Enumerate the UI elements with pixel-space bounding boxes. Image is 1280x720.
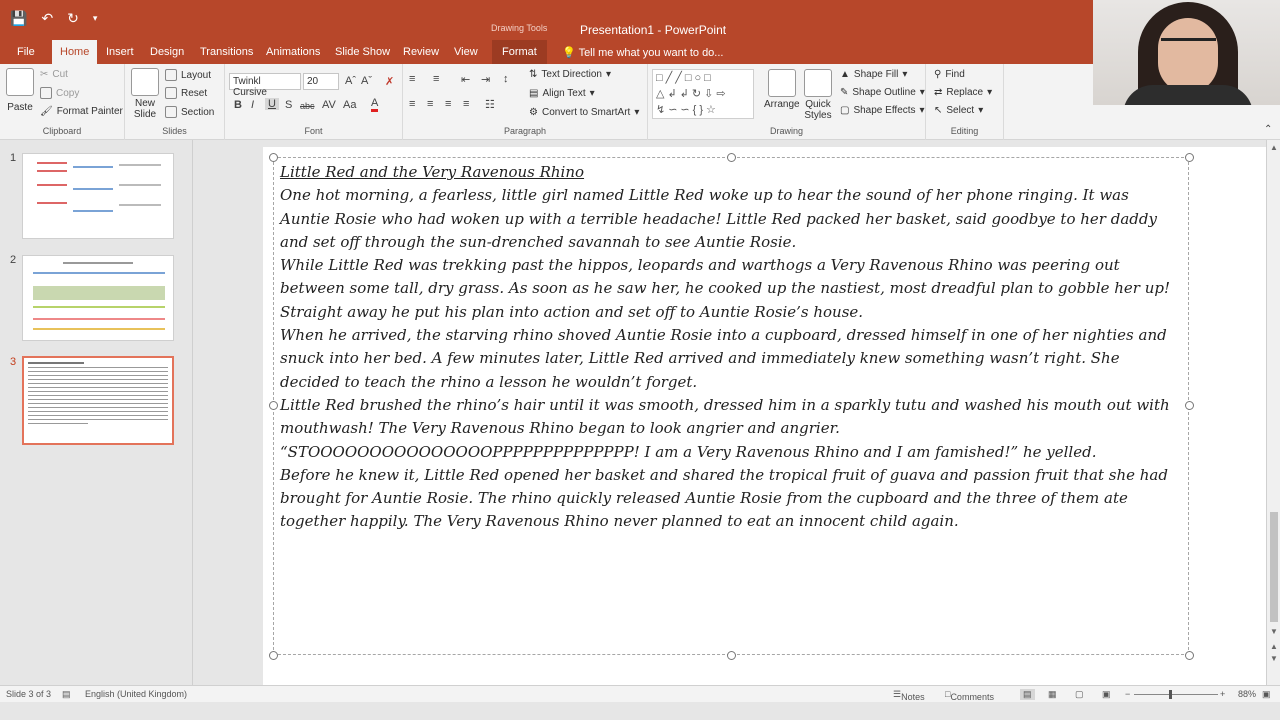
- lightbulb-icon: 💡: [562, 47, 576, 59]
- window-title: Presentation1 - PowerPoint: [580, 23, 727, 37]
- new-slide-icon: [131, 68, 159, 96]
- ribbon: [0, 64, 1280, 140]
- change-case-icon[interactable]: Aa: [343, 99, 357, 111]
- dropdown-arrow-icon: ▾: [605, 69, 611, 80]
- story-text[interactable]: [280, 161, 1180, 534]
- align-right-icon[interactable]: ≡: [445, 98, 452, 110]
- fit-to-window-icon[interactable]: ▣: [1262, 689, 1271, 699]
- paragraph-group: [403, 64, 648, 140]
- character-spacing-icon[interactable]: AV: [322, 99, 336, 111]
- bullets-icon[interactable]: ≡: [409, 73, 416, 85]
- collapse-ribbon-icon[interactable]: ⌃: [1264, 124, 1273, 135]
- italic-icon[interactable]: I: [251, 99, 255, 111]
- paint-bucket-icon: ▲: [840, 69, 850, 80]
- section-button[interactable]: Section: [165, 106, 214, 118]
- effects-icon: ▢: [840, 105, 850, 116]
- zoom-level[interactable]: 88%: [1238, 689, 1257, 699]
- notes-button[interactable]: ☰ Notes: [893, 689, 925, 702]
- tab-home[interactable]: Home: [52, 40, 97, 64]
- zoom-slider[interactable]: [1134, 694, 1218, 695]
- shadow-icon[interactable]: S: [285, 99, 293, 111]
- zoom-slider-thumb[interactable]: [1169, 690, 1172, 699]
- text-direction-button[interactable]: ⇅ Text Direction ▾: [529, 69, 611, 80]
- dropdown-arrow-icon: ▾: [978, 105, 984, 116]
- slide-editing-area: [194, 140, 1266, 685]
- previous-slide-icon[interactable]: ▲: [1270, 642, 1278, 651]
- status-bar: [0, 685, 1280, 702]
- tell-me-search[interactable]: [562, 46, 723, 59]
- layout-icon: [165, 69, 177, 81]
- smartart-icon: ⚙: [529, 107, 538, 118]
- resize-handle-top-left[interactable]: [269, 153, 278, 162]
- font-name-combo[interactable]: Twinkl Cursive: [229, 73, 301, 90]
- quick-access-toolbar: [10, 10, 97, 27]
- layout-button[interactable]: Layout: [165, 69, 211, 81]
- slide-thumbnail-pane: [0, 140, 193, 685]
- strikethrough-icon[interactable]: abc: [300, 101, 315, 111]
- save-icon[interactable]: 💾: [10, 10, 28, 26]
- thumbnail-number: 2: [10, 254, 17, 266]
- contextual-tab-group-label: Drawing Tools: [491, 23, 548, 33]
- cursor-icon: ↖: [934, 105, 943, 116]
- align-center-icon[interactable]: ≡: [427, 98, 434, 110]
- story-paragraph[interactable]: One hot morning, a fearless, little girl named Little Red woke up to hear the sound of her phone ringing. It was Auntie Rosie who had woken up with a terrible headache! Little Red packed her basket, said goodbye to her daddy and set off through the sun-drenched savannah to see Auntie Rosie.: [280, 186, 1157, 251]
- scissors-icon: ✂: [40, 69, 49, 80]
- format-painter-button[interactable]: 🖌 Format Painter: [40, 106, 123, 117]
- replace-icon: ⇄: [934, 87, 943, 98]
- story-title[interactable]: Little Red and the Very Ravenous Rhino: [280, 163, 585, 181]
- shape-effects-button[interactable]: ▢ Shape Effects ▾: [840, 105, 925, 116]
- align-text-button[interactable]: ▤ Align Text ▾: [529, 88, 595, 99]
- drawing-group: [648, 64, 926, 140]
- search-icon: ⚲: [934, 69, 942, 80]
- resize-handle-bottom-left[interactable]: [269, 651, 278, 660]
- cut-button[interactable]: ✂ Cut: [40, 69, 68, 80]
- tab-transitions[interactable]: Transitions: [200, 46, 254, 58]
- copy-icon: [40, 87, 52, 99]
- clear-formatting-icon[interactable]: ✗: [385, 76, 395, 88]
- webcam-glasses: [1161, 38, 1216, 52]
- next-slide-icon[interactable]: ▼: [1270, 654, 1278, 663]
- paste-button[interactable]: Paste: [6, 68, 34, 113]
- tell-me-text: Tell me what you want to do...: [578, 47, 724, 59]
- tab-design[interactable]: Design: [150, 46, 185, 58]
- columns-icon[interactable]: ☷: [485, 99, 495, 111]
- webcam-face: [1158, 18, 1218, 93]
- story-paragraph[interactable]: Before he knew it, Little Red opened her basket and shared the tropical fruit of guava and passion fruit that she had brought for Auntie Rosie. The rhino quickly released Auntie Rosie from the cupboard and the three of them ate together happily. The Very Ravenous Rhino never planned to eat an innocent child again.: [280, 465, 1168, 531]
- convert-smartart-button[interactable]: ⚙ Convert to SmartArt ▾: [529, 107, 640, 118]
- thumbnail-number: 1: [10, 152, 17, 164]
- slides-group: [125, 64, 225, 140]
- slide-thumbnail-2[interactable]: [22, 255, 174, 341]
- font-size-combo[interactable]: 20: [303, 73, 339, 90]
- slide-sorter-icon[interactable]: ▦: [1048, 689, 1057, 699]
- text-direction-icon: ⇅: [529, 69, 538, 80]
- decrease-font-icon[interactable]: Aˇ: [361, 75, 372, 87]
- clipboard-group: [0, 64, 125, 140]
- scroll-down-icon[interactable]: ▼: [1270, 627, 1278, 636]
- webcam-body: [1123, 85, 1253, 105]
- reset-icon: [165, 87, 177, 99]
- shapes-gallery[interactable]: [652, 69, 754, 119]
- arrange-button[interactable]: Arrange: [764, 69, 800, 110]
- paragraph-label: Paragraph: [503, 126, 547, 136]
- replace-button[interactable]: ⇄ Replace ▾: [934, 87, 993, 98]
- comments-button[interactable]: □ Comments: [945, 689, 994, 702]
- font-group: [225, 64, 403, 140]
- numbering-icon[interactable]: ≡: [433, 73, 440, 85]
- paste-icon: [6, 68, 34, 96]
- story-paragraph[interactable]: While Little Red was trekking past the hippos, leopards and warthogs a Very Ravenous Rhino was peering out between some tall, dry grass. As soon as he saw her, he cooked up the nastiest, most dreadful plan to gobble her up! Straight away he put his plan into action and set off to Auntie Rosie’s house.: [280, 256, 1171, 321]
- story-paragraph[interactable]: “STOOOOOOOOOOOOOOOPPPPPPPPPPPPPP! I am a Very Ravenous Rhino and I am famished!” he yelled.: [280, 442, 1097, 461]
- increase-indent-icon[interactable]: ⇥: [481, 74, 491, 86]
- dropdown-arrow-icon: ▾: [902, 69, 908, 80]
- align-left-icon[interactable]: ≡: [409, 98, 416, 110]
- scroll-up-icon[interactable]: ▲: [1270, 143, 1278, 152]
- tab-review[interactable]: Review: [403, 46, 440, 58]
- scrollbar-thumb[interactable]: [1270, 512, 1278, 622]
- pencil-icon: ✎: [840, 87, 849, 98]
- ribbon-tabs: [0, 40, 1280, 64]
- align-text-icon: ▤: [529, 88, 539, 99]
- thumbnail-number: 3: [10, 356, 17, 368]
- zoom-out-icon[interactable]: −: [1125, 689, 1131, 699]
- resize-handle-top-right[interactable]: [1185, 153, 1194, 162]
- copy-button[interactable]: Copy: [40, 87, 79, 99]
- tab-format[interactable]: Format: [492, 40, 547, 64]
- slideshow-icon[interactable]: ▣: [1102, 689, 1111, 699]
- select-button[interactable]: ↖ Select ▾: [934, 105, 984, 116]
- normal-view-icon[interactable]: ▤: [1020, 689, 1035, 700]
- tab-view[interactable]: View: [454, 46, 478, 58]
- slide[interactable]: [263, 147, 1266, 685]
- customize-icon[interactable]: ▾: [92, 13, 98, 23]
- tab-animations[interactable]: Animations: [266, 46, 321, 58]
- font-label: Font: [304, 126, 323, 136]
- resize-handle-bottom-right[interactable]: [1185, 651, 1194, 660]
- resize-handle-left[interactable]: [269, 401, 278, 410]
- webcam-overlay: [1093, 0, 1280, 105]
- slide-counter: Slide 3 of 3: [6, 689, 52, 699]
- drawing-label: Drawing: [769, 126, 803, 136]
- paintbrush-icon: 🖌: [40, 106, 53, 117]
- dropdown-arrow-icon: ▾: [919, 87, 925, 98]
- find-button[interactable]: ⚲ Find: [934, 69, 965, 80]
- language-indicator[interactable]: English (United Kingdom): [85, 689, 188, 699]
- vertical-scrollbar[interactable]: [1266, 140, 1280, 685]
- reset-button[interactable]: Reset: [165, 87, 207, 99]
- new-slide-button[interactable]: New Slide: [131, 68, 159, 120]
- spellcheck-icon[interactable]: ▤: [62, 689, 71, 699]
- bold-icon[interactable]: B: [234, 99, 242, 111]
- zoom-in-icon[interactable]: +: [1220, 689, 1226, 699]
- quick-styles-button[interactable]: Quick Styles: [804, 69, 832, 121]
- tab-slide-show[interactable]: Slide Show: [335, 46, 391, 58]
- redo-icon[interactable]: ↻: [67, 10, 79, 26]
- font-color-icon[interactable]: A: [371, 97, 378, 112]
- slide-thumbnail-3[interactable]: [22, 356, 174, 445]
- dropdown-arrow-icon: ▾: [919, 105, 925, 116]
- slide-thumbnail-1[interactable]: [22, 153, 174, 239]
- resize-handle-bottom[interactable]: [727, 651, 736, 660]
- increase-font-icon[interactable]: Aˆ: [345, 75, 356, 87]
- justify-icon[interactable]: ≡: [463, 98, 470, 110]
- story-paragraph[interactable]: Little Red brushed the rhino’s hair until it was smooth, dressed him in a sparkly tutu and washed his mouth out with mouthwash! The Very Ravenous Rhino began to look angrier and angrier.: [280, 395, 1170, 438]
- shape-outline-button[interactable]: ✎ Shape Outline ▾: [840, 87, 925, 98]
- slides-label: Slides: [162, 126, 187, 136]
- tab-file[interactable]: File: [17, 46, 35, 58]
- dropdown-arrow-icon: ▾: [634, 107, 640, 118]
- arrange-icon: [768, 69, 796, 97]
- undo-icon[interactable]: ↶: [41, 10, 54, 26]
- underline-icon[interactable]: U: [265, 98, 279, 110]
- reading-view-icon[interactable]: ▢: [1075, 689, 1084, 699]
- editing-label: Editing: [950, 126, 979, 136]
- clipboard-label: Clipboard: [42, 126, 82, 136]
- dropdown-arrow-icon: ▾: [589, 88, 595, 99]
- dropdown-arrow-icon: ▾: [987, 87, 993, 98]
- decrease-indent-icon[interactable]: ⇤: [461, 74, 471, 86]
- quick-styles-icon: [804, 69, 832, 97]
- editing-group: [926, 64, 1004, 140]
- story-paragraph[interactable]: When he arrived, the starving rhino shoved Auntie Rosie into a cupboard, dressed himself in one of her nighties and snuck into her bed. A few minutes later, Little Red arrived and immediately knew something wasn’t right. She decided to teach the rhino a lesson he wouldn’t forget.: [280, 326, 1167, 391]
- resize-handle-right[interactable]: [1185, 401, 1194, 410]
- line-spacing-icon[interactable]: ↕: [503, 73, 509, 85]
- shapes-gallery-icons: □╱╱□○□ △↲↲↻⇩⇨ ↯∽∽{}☆: [656, 72, 729, 116]
- title-bar: [0, 0, 1280, 40]
- shape-fill-button[interactable]: ▲ Shape Fill ▾: [840, 69, 908, 80]
- tab-insert[interactable]: Insert: [106, 46, 134, 58]
- section-icon: [165, 106, 177, 118]
